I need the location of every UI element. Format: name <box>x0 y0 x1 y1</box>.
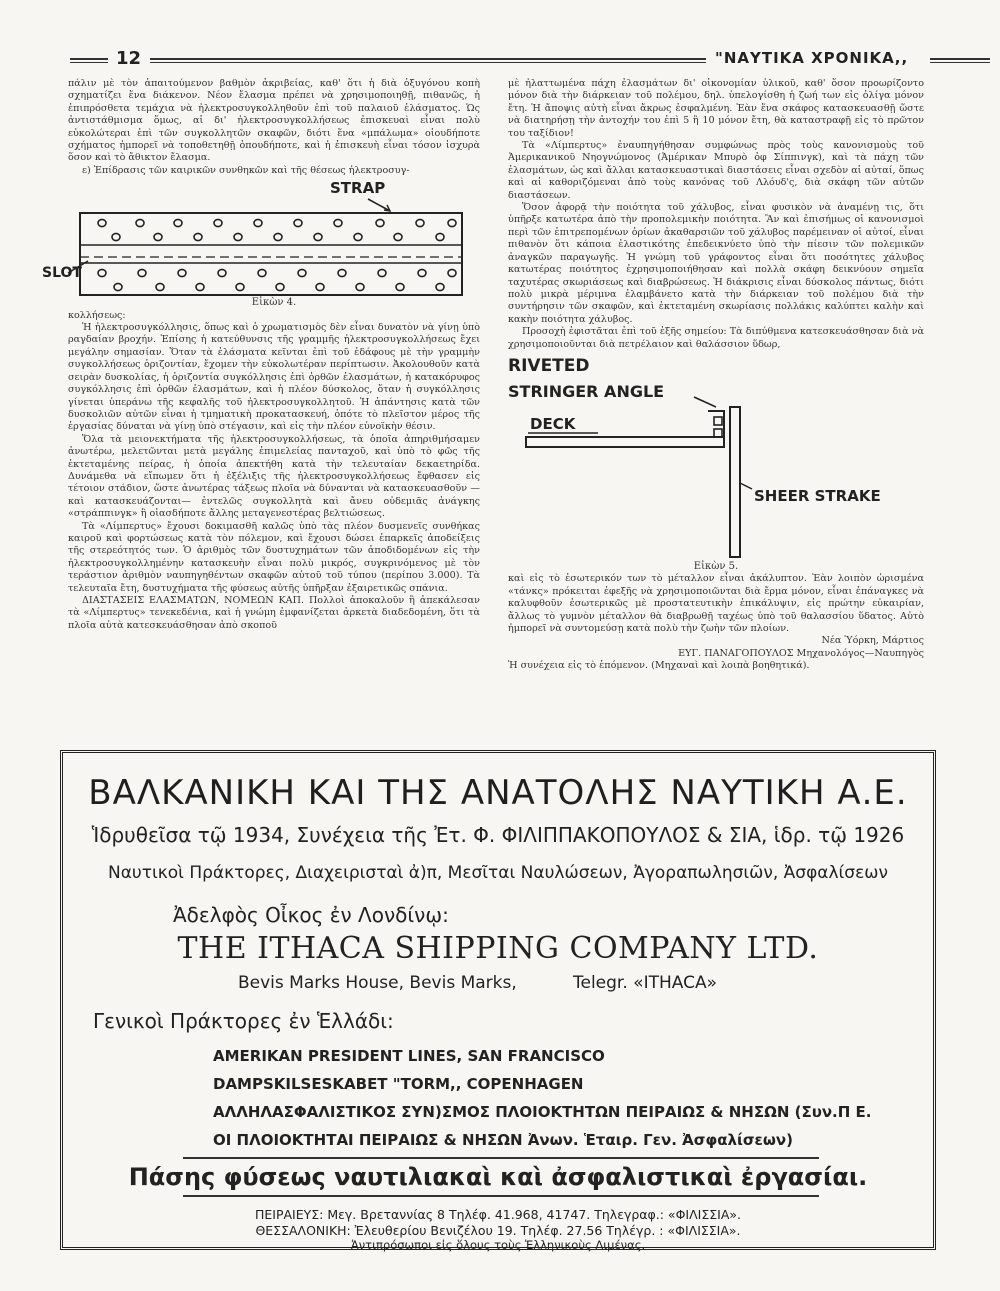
figure-5-drawing <box>508 351 924 561</box>
sheer-strake-label: SHEER STRAKE <box>754 486 881 505</box>
rivet-hole-icon <box>314 234 322 241</box>
rivet-hole-icon <box>178 270 186 277</box>
deck-plate <box>526 437 724 447</box>
paragraph: Ἡ ἠλεκτροσυγκόλλησις, ὅπως καὶ ὁ χρωματισμὸς δὲν εἶναι δυνατὸν νὰ γίνῃ ὑπὸ ραγδαίαν βροχήν. Ἐπίσης ἡ κατεύθυνσις τῆς γραμμῆς ἠλεκτροσυγκολλήσεως ἔχει μεγάλην σημασίαν. Ὅταν τὰ ἐλάσματα κεῖνται ἐπὶ τοῦ ἐδάφους μὲ τὴν γραμμὴν συγκολλήσεως ὁριζοντίαν, ἔχομεν τὴν εὐκολωτέραν περίπτωσιν. Ἀκολουθοῦν κατὰ σειρὰν δυσκολίας, ἡ ὁριζοντία συγκόλλησις ἐπὶ ὀρθῶν ἐλασμάτων, ἡ κατακόρυφος συγκόλλησις ἐπὶ ὀρθῶν ἐλασμάτων, καὶ ἡ πλέον δύσκολος, ὅταν ἡ συγκόλλησις γίνεται ὑπεράνω τῆς κεφαλῆς τοῦ ἠλεκτροσυγκολλητοῦ. Ἡ ἀπάντησις κατὰ τῶν δυσκολιῶν αὐτῶν εἶναι ἡ τμηματικὴ προκατασκευή, ὁπότε τὸ πλεῖστον μέρος τῆς ἐργασίας δύναται νὰ γίνῃ ὑπὸ στέγασιν, καὶ εἰς τὴν πλέον εὐνοϊκὴν θέσιν. <box>68 322 480 433</box>
rivet-hole-icon <box>394 234 402 241</box>
place-date: Νέα Ὑόρκη, Μάρτιος <box>821 635 924 647</box>
rivet-hole-icon <box>218 270 226 277</box>
ad-agent-item: AMERIKAN PRESIDENT LINES, SAN FRANCISCO <box>213 1047 605 1065</box>
rivet-hole-icon <box>136 220 144 227</box>
left-column <box>42 78 480 632</box>
ad-founded: Ἱδρυθεῖσα τῷ 1934, Συνέχεια τῆς Ἐτ. Φ. ΦΙΛΙΠΠΑΚΟΠΟΥΛΟΣ & ΣΙΑ, ἱδρ. τῷ 1926 <box>91 823 905 847</box>
rivet-hole-icon <box>98 270 106 277</box>
ad-telegr: Telegr. «ITHACA» <box>573 973 717 993</box>
paragraph: καὶ εἰς τὸ ἐσωτερικόν των τὸ μέταλλον εἶναι ἀκάλυπτον. Ἐὰν λοιπὸν ὡρισμένα «τάνκς» πρόκειται ἐφεξῆς νὰ χρησιμοποιῶνται διὰ ἔρμα μόνον, εἶναι ἐπάναγκες νὰ καλυφθοῦν ἐσωτερικῶς μὲ προστατευτικὴν ἐπικάλυψιν, εἰς πρώτην εὐκαιρίαν, ἄλλως τὸ γυμνὸν μέταλλον θὰ διαβρωθῇ ταχέως ὑπὸ τοῦ θαλασσίου ὕδατος. Αὐτὸ ἠμπορεῖ νὰ συντομεύσῃ κατὰ πολὺ τὴν ζωὴν τῶν πλοίων. <box>508 573 924 634</box>
ad-divider-top <box>183 1157 819 1159</box>
page-number: 12 <box>116 48 142 69</box>
rivet-hole-icon <box>416 220 424 227</box>
rivet-hole-icon <box>138 270 146 277</box>
rivet-hole-icon <box>214 220 222 227</box>
stringer-leader-line <box>694 397 716 407</box>
ad-agent-item: ΑΛΛΗΛΑΣΦΑΛΙΣΤΙΚΟΣ ΣΥΝ)ΣΜΟΣ ΠΛΟΙΟΚΤΗΤΩΝ ΠΕΙΡΑΙΩΣ & ΝΗΣΩΝ (Συν.Π Ε. <box>213 1103 872 1121</box>
paragraph: Τὰ «Λίμπερτυς» ἔχουσι δοκιμασθῆ καλῶς ὑπὸ τὰς πλέον δυσμενεῖς συνθήκας καιροῦ καὶ φορτώσεως κατὰ τὸν πόλεμον, καὶ ἔχουσι δώσει ἐπαρκεῖς ἀποδείξεις τῆς στερεότητός των. Ὁ ἀριθμὸς τῶν δυστυχημάτων τῶν ἀποδιδομένων εἰς τὴν ἠλεκτροσυγκολλημένην κατασκευὴν εἶναι πολὺ μικρός, συγκρινόμενος μὲ τὸν τεράστιον ἀριθμὸν ναυπηγηθέντων σκαφῶν αὐτοῦ τοῦ τύπου (περίπου 3.000). Τὰ τελευταῖα ἔτη, δυστυχήματα τῆς φύσεως αὐτῆς ὑπῆρξαν ἐξαιρετικῶς σπάνια. <box>68 520 480 594</box>
paragraph: κολλήσεως: <box>68 309 126 321</box>
rivet-icon <box>714 429 722 437</box>
ad-company-name: ΒΑΛΚΑΝΙΚΗ ΚΑΙ ΤΗΣ ΑΝΑΤΟΛΗΣ ΝΑΥΤΙΚΗ Α.Ε. <box>88 773 908 813</box>
figure-5-caption: Εἰκὼν 5. <box>693 560 739 572</box>
ad-sister-house: Ἀδελφὸς Οἶκος ἐν Λονδίνῳ: <box>173 903 449 927</box>
rivet-hole-icon <box>114 284 122 291</box>
rivet-hole-icon <box>436 284 444 291</box>
strap-label: STRAP <box>330 179 386 198</box>
ad-representatives: Ἀντιπρόσωποι εἰς ὅλους τοὺς Ἑλληνικοὺς Λιμένας. <box>350 1238 646 1252</box>
rivet-hole-icon <box>276 284 284 291</box>
company-advertisement <box>60 750 936 1250</box>
page-header <box>70 48 930 70</box>
paragraph: Ὅσον ἀφορᾷ τὴν ποιότητα τοῦ χάλυβος, εἶναι φυσικὸν νὰ ἀναμένῃ τις, ὅτι ὑπῆρξε κατωτέρα ἀπὸ τὴν προπολεμικὴν ποιότητα. Ἂν καὶ ἐπισήμως οἱ κανονισμοὶ περὶ τῶν ἐπιτρεπομένων ὁρίων ἀκαθαρσιῶν τοῦ χάλυβος παρέμειναν οἱ αὐτοί, εἶναι πιθανὸν ὅτι κάποια ἐλαστικότης ἐπεδεικνύετο ὑπὸ τὴν πίεσιν τῶν πολεμικῶν ἀναγκῶν παραγωγῆς. Ἡ γνώμη τοῦ γράφοντος εἶναι ὅτι ποσότητες χάλυβος κατωτέρας ποιότητος ἐχρησιμοποιήθησαν καὶ πολλὰ σκάφη δεικνύουν σημεῖα ταχυτέρας σκωριάσεως καὶ διαβρώσεως. Ἡ διάκρισις εἶναι δύσκολος πάντως, διότι πολὺ μικρὰ μέριμνα ἐλαμβάνετο κατὰ τὴν διάρκειαν τοῦ πολέμου διὰ τὴν συντήρησιν τῶν σκαφῶν, καὶ ἐκτεταμένη σκωρίασις πολλάκις καλύπτει καλὴν καὶ κακὴν ποιότητα χάλυβος. <box>508 202 924 325</box>
rivet-hole-icon <box>396 284 404 291</box>
rivet-hole-icon <box>298 270 306 277</box>
header-rule-left <box>70 58 108 63</box>
figure-5 <box>508 351 924 561</box>
continuation-note: Ἡ συνέχεια εἰς τὸ ἑπόμενον. (Μηχαναὶ καὶ λοιπὰ βοηθητικά). <box>508 660 810 672</box>
author-role: Μηχανολόγος—Ναυπηγὸς <box>796 647 924 659</box>
rivet-hole-icon <box>174 220 182 227</box>
stringer-angle-label: STRINGER ANGLE <box>508 381 665 401</box>
rivet-hole-icon <box>436 234 444 241</box>
sheer-leader-line <box>740 483 752 489</box>
ad-address-piraeus: ΠΕΙΡΑΙΕΥΣ: Μεγ. Βρεταννίας 8 Τηλέφ. 41.968, 41747. Τηλεγραφ.: «ΦΙΛΙΣΣΙΑ». <box>254 1207 742 1222</box>
rivet-hole-icon <box>254 220 262 227</box>
rivet-hole-icon <box>236 284 244 291</box>
rivet-hole-icon <box>378 270 386 277</box>
deck-label: DECK <box>530 414 576 433</box>
rivet-hole-icon <box>274 234 282 241</box>
rivet-hole-icon <box>112 234 120 241</box>
figure-4 <box>42 177 480 297</box>
ad-slogan: Πάσης φύσεως ναυτιλιακαὶ καὶ ἀσφαλιστικαὶ ἐργασίαι. <box>128 1163 868 1191</box>
sheer-strake-plate <box>730 407 740 557</box>
ad-divider-bottom <box>183 1195 819 1197</box>
right-column <box>508 78 924 673</box>
strap-leader-line <box>368 199 390 211</box>
rivet-hole-icon <box>316 284 324 291</box>
rivet-hole-icon <box>156 284 164 291</box>
rivet-hole-icon <box>354 234 362 241</box>
ad-london-company: THE ITHACA SHIPPING COMPANY LTD. <box>177 931 819 966</box>
rivet-hole-icon <box>294 220 302 227</box>
paragraph: ΔΙΑΣΤΑΣΕΙΣ ΕΛΑΣΜΑΤΩΝ, ΝΟΜΕΩΝ ΚΑΠ. Πολλοὶ ἀποκαλοῦν ἢ ἀπεκάλεσαν τὰ «Λίμπερτυς» τενεκεδένια, καὶ ἡ γνώμη ἐμφανίζεται ἀρκετὰ διαδεδομένη, ὅτι τὰ πλοῖα αὐτὰ κατεσκευάσθησαν ἀπὸ σκοποῦ <box>68 595 480 631</box>
rivet-hole-icon <box>334 220 342 227</box>
rivet-hole-icon <box>448 220 456 227</box>
rivet-hole-icon <box>338 270 346 277</box>
slot-label: SLOT <box>42 265 82 282</box>
ad-address-thessaloniki: ΘΕΣΣΑΛΟΝΙΚΗ: Ἐλευθερίου Βενιζέλου 19. Τηλέφ. 27.56 Τηλέγρ. : «ΦΙΛΙΣΣΙΑ». <box>255 1223 741 1238</box>
paragraph: ε) Ἐπίδρασις τῶν καιρικῶν συνθηκῶν καὶ τῆς θέσεως ἠλεκτροσυγ- <box>82 164 410 176</box>
rivet-hole-icon <box>98 220 106 227</box>
magazine-title: "ΝΑΥΤΙΚΑ ΧΡΟΝΙΚΑ,, <box>715 49 909 67</box>
ad-services: Ναυτικοὶ Πράκτορες, Διαχειρισταὶ ἀ)π, Μεσῖται Ναυλώσεων, Ἀγοραπωλησιῶν, Ἀσφαλίσεων <box>108 863 888 883</box>
figure-4-drawing <box>42 177 480 297</box>
paragraph: Προσοχὴ ἐφιστᾶται ἐπὶ τοῦ ἑξῆς σημείου: Τὰ διπύθμενα κατεσκευάσθησαν διὰ νὰ χρησιμοποιοῦνται διὰ πετρέλαιον καὶ θαλάσσιον ὕδωρ, <box>508 326 924 350</box>
figure-4-caption: Εἰκὼν 4. <box>251 297 297 309</box>
ad-agent-item: DAMPSKILSESKABET "TORM,, COPENHAGEN <box>213 1075 584 1093</box>
header-rule-middle <box>150 58 706 63</box>
rivet-hole-icon <box>196 284 204 291</box>
rivet-holes <box>98 220 456 291</box>
rivet-hole-icon <box>194 234 202 241</box>
rivet-hole-icon <box>356 284 364 291</box>
rivet-hole-icon <box>448 270 456 277</box>
rivet-hole-icon <box>258 270 266 277</box>
header-rule-right <box>930 58 990 63</box>
author-line <box>508 648 924 660</box>
ad-london-address: Bevis Marks House, Bevis Marks, <box>238 973 517 993</box>
paragraph: Τὰ «Λίμπερτυς» ἐναυπηγήθησαν συμφώνως πρὸς τοὺς κανονισμοὺς τοῦ Ἀμερικανικοῦ Νηογνώμονος (Ἀμέρικαν Μπυρὸ ὀφ Σίππινγκ), καὶ τὰ πάχη τῶν ἐλασμάτων, ὡς καὶ ἄλλαι κατασκευαστικαὶ διαστάσεις εἶναι σχεδὸν αἱ αὐταί, ὅπως καὶ αἱ καθοριζόμεναι ἀπὸ τοὺς κανόνας τοῦ Λλόυδ'ς, διὰ σκάφη τῶν αὐτῶν διαστάσεων. <box>508 140 924 201</box>
rivet-hole-icon <box>418 270 426 277</box>
rivet-hole-icon <box>234 234 242 241</box>
rivet-icon <box>714 417 722 425</box>
author-name: ΕΥΓ. ΠΑΝΑΓΟΠΟΥΛΟΣ <box>678 647 794 659</box>
rivet-hole-icon <box>376 220 384 227</box>
paragraph: μὲ ἠλαττωμένα πάχη ἐλασμάτων δι' οἰκονομίαν ὑλικοῦ, καθ' ὅσον προωρίζοντο μόνον διὰ τὴν διάρκειαν τοῦ πολέμου, δηλ. ὑπελογίσθη ἡ ζωή των εἰς ὀλίγα μόνον ἔτη. Ἡ ἄποψις αὐτὴ εἶναι ἄκρως ἐσφαλμένη. Ἐὰν ἕνα σκάφος κατασκευασθῇ ὥστε νὰ διατηρήσῃ τὴν ἀντοχήν του ἐπὶ 5 ἢ 10 μόνον ἔτη, θὰ καταστραφῇ εἰς τὸ πρῶτον του ταξίδιον! <box>508 78 924 139</box>
ad-general-agents: Γενικοὶ Πράκτορες ἐν Ἑλλάδι: <box>93 1009 394 1033</box>
paragraph: Ὅλα τὰ μειονεκτήματα τῆς ἠλεκτροσυγκολλήσεως, τὰ ὁποῖα ἀπηριθμήσαμεν ἀνωτέρω, μελετῶνται μετὰ μεγάλης ἐπιμελείας πανταχοῦ, καὶ ὑπὸ τὸ φῶς τῆς ἐκτεταμένης πείρας, ἡ ὁποία ἀπεκτήθη κατὰ τὴν τελευταίαν δεκαετηρίδα. Δυνάμεθα νὰ εἴπωμεν ὅτι ἡ ἐξέλιξις τῆς ἠλεκτροσυγκολλήσεως ἔφθασεν εἰς τέτοιον στάδιον, ὥστε ἀνωτέρας τάξεως πλοῖα νὰ δύνανται νὰ κατασκευασθοῦν —καὶ κατασκευάζονται— ἐντελῶς συγκολλητὰ καὶ ἄνευ οὐδεμιᾶς ἀνάγκης «στράππινγκ» ἢ οἱασδήποτε ἄλλης μεταγενεστέρας βελτιώσεως. <box>68 433 480 520</box>
rivet-hole-icon <box>154 234 162 241</box>
paragraph: πάλιν μὲ τὸν ἀπαιτούμενον βαθμὸν ἀκριβείας, καθ' ὅτι ἡ διὰ ὀξυγόνου κοπὴ σχηματίζει ἕνα διάκενον. Νέον ἔλασμα πρέπει νὰ χρησιμοποιηθῇ, πιθανῶς, ἡ ἐπιπρόσθετα τεμάχια νὰ ἠλεκτροσυγκολληθοῦν ἐπὶ τοῦ παλαιοῦ ἐλάσματος. Ὡς ἀντιστάθμισμα ὅμως, αἱ δι' ἠλεκτροσυγκολλήσεως ἐπισκευαὶ εἶναι πολὺ εὐκολώτεραι ἐπὶ τῶν συγκολλητῶν σκαφῶν, διότι ἕνα «μπάλωμα» οἱουδήποτε σχήματος ἠμπορεῖ νὰ τοποθετηθῇ ὁπουδήποτε, καὶ ἡ ἐπισκευὴ εἶναι τόσον ἰσχυρὰ ὅσον καὶ τὸ ἄθικτον ἔλασμα. <box>68 78 480 164</box>
riveted-label: RIVETED <box>508 355 590 376</box>
ad-agent-item: ΟΙ ΠΛΟΙΟΚΤΗΤΑΙ ΠΕΙΡΑΙΩΣ & ΝΗΣΩΝ Ἀνων. Ἑταιρ. Γεν. Ἀσφαλίσεων) <box>213 1131 793 1149</box>
